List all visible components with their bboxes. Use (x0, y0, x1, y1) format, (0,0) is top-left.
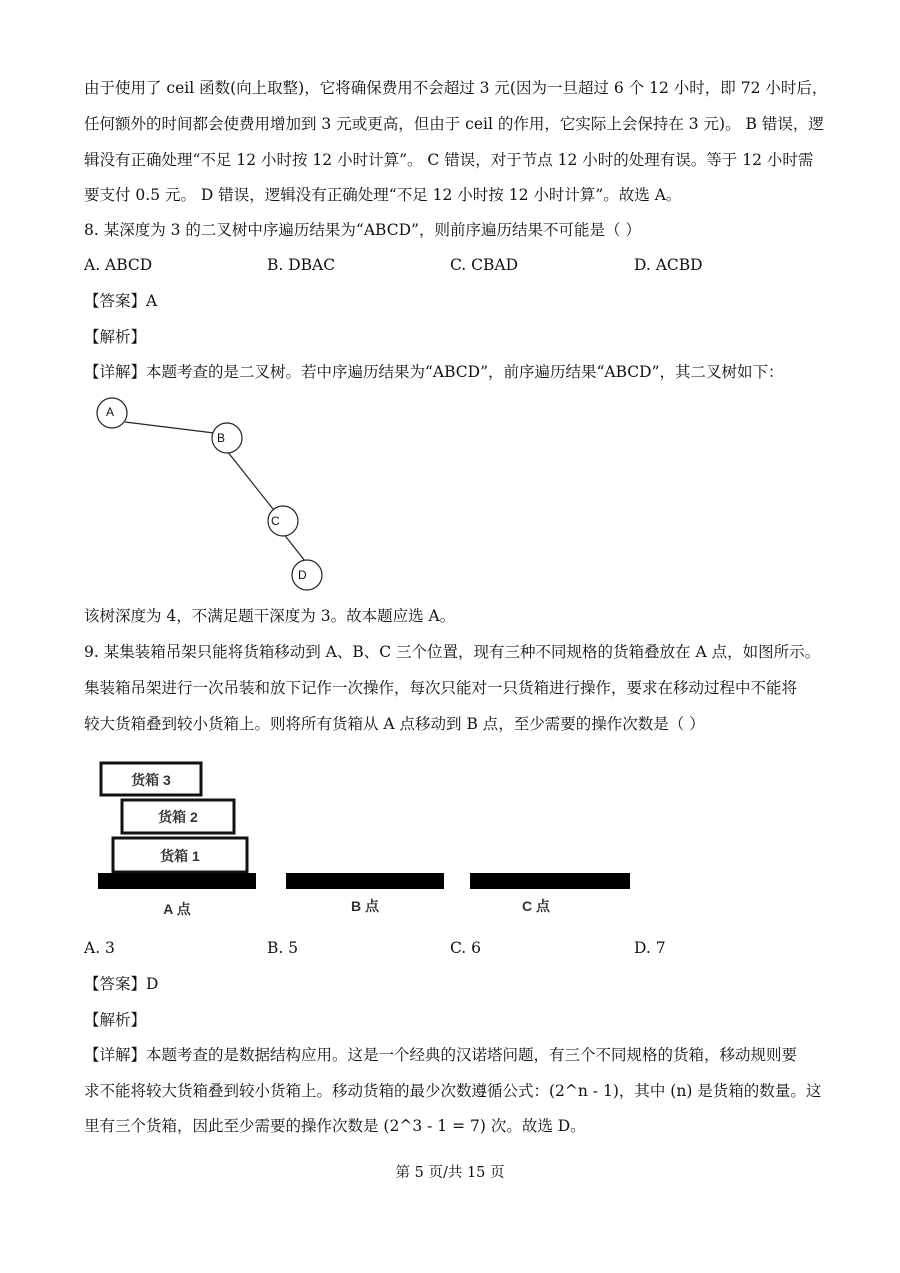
tree-node-d (292, 560, 322, 590)
q8-option-d: D. ACBD (634, 256, 703, 274)
question-9-stem: 较大货箱叠到较小货箱上。则将所有货箱从 A 点移动到 B 点，至少需要的操作次数是（ ） (84, 715, 705, 733)
question-8-stem: 8. 某深度为 3 的二叉树中序遍历结果为“ABCD”，则前序遍历结果不可能是（ ） (84, 221, 641, 239)
q8-conclusion: 该树深度为 4，不满足题干深度为 3。故本题应选 A。 (84, 607, 456, 625)
q9-option-a: A. 3 (84, 939, 115, 957)
tree-label-c: C (271, 514, 280, 528)
question-9-stem: 9. 某集装箱吊架只能将货箱移动到 A、B、C 三个位置，现有三种不同规格的货箱叠放在 A 点，如图所示。 (84, 643, 821, 661)
q9-detail: 求不能将较大货箱叠到较小货箱上。移动货箱的最少次数遵循公式：(2^n - 1)，其中 (n) 是货箱的数量。这 (84, 1082, 822, 1100)
q8-detail: 【详解】本题考查的是二叉树。若中序遍历结果为“ABCD”，前序遍历结果“ABCD”，其二叉树如下： (84, 363, 784, 381)
text-line: 要支付 0.5 元。 D 错误，逻辑没有正确处理“不足 12 小时按 12 小时计算”。故选 A。 (84, 186, 682, 204)
text-line: 任何额外的时间都会使费用增加到 3 元或更高，但由于 ceil 的作用，它实际上会保持在 3 元)。 B 错误，逻 (84, 115, 824, 133)
q9-detail: 【详解】本题考查的是数据结构应用。这是一个经典的汉诺塔问题，有三个不同规格的货箱，移动规则要 (84, 1046, 798, 1064)
q9-option-c: C. 6 (450, 939, 482, 957)
tree-label-a: A (106, 405, 115, 419)
q9-answer: 【答案】D (84, 975, 159, 993)
q8-option-c: C. CBAD (450, 256, 519, 274)
crate-stack-diagram (96, 758, 636, 923)
tree-edge-b-c (227, 451, 273, 509)
q8-analysis: 【解析】 (84, 328, 147, 346)
page-footer: 第 5 页/共 15 页 (395, 1165, 505, 1181)
platform-c (470, 873, 630, 889)
point-a-label: A 点 (163, 901, 191, 917)
platform-a (98, 873, 256, 889)
q8-option-a: A. ABCD (84, 256, 153, 274)
crate-1-label: 货箱 1 (160, 848, 200, 864)
tree-label-b: B (217, 431, 226, 445)
text-line: 由于使用了 ceil 函数(向上取整)，它将确保费用不会超过 3 元(因为一旦超过 6 个 12 小时，即 72 小时后， (84, 79, 828, 97)
question-9-stem: 集装箱吊架进行一次吊装和放下记作一次操作，每次只能对一只货箱进行操作，要求在移动过程中不能将 (84, 679, 798, 697)
q8-answer: 【答案】A (84, 292, 158, 310)
q9-analysis: 【解析】 (84, 1011, 147, 1029)
tree-edge-a-b (125, 422, 214, 433)
q8-option-b: B. DBAC (267, 256, 336, 274)
tree-label-d: D (298, 568, 307, 582)
text-line: 辑没有正确处理“不足 12 小时按 12 小时计算”。 C 错误，对于节点 12 小时的处理有误。等于 12 小时需 (84, 151, 814, 169)
binary-tree-diagram (96, 396, 336, 596)
q9-option-b: B. 5 (267, 939, 299, 957)
crate-3-label: 货箱 3 (131, 772, 171, 788)
point-c-label: C 点 (522, 898, 550, 914)
point-b-label: B 点 (351, 898, 379, 914)
crate-2-label: 货箱 2 (158, 809, 198, 825)
platform-b (286, 873, 444, 889)
q9-detail: 里有三个货箱，因此至少需要的操作次数是 (2^3 - 1 = 7) 次。故选 D。 (84, 1117, 586, 1135)
q9-option-d: D. 7 (634, 939, 666, 957)
